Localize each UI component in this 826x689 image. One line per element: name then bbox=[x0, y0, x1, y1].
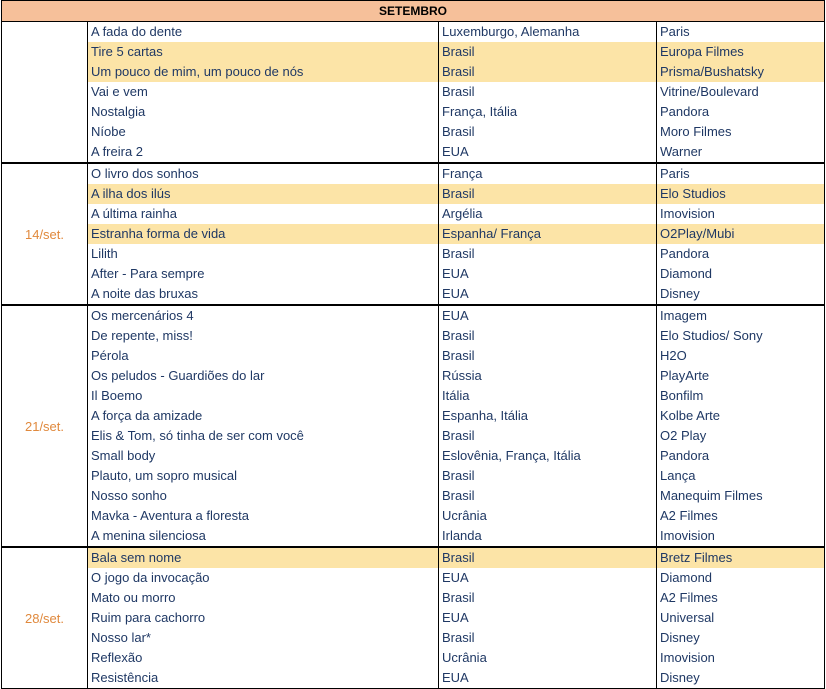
film-title-cell: Reflexão bbox=[88, 648, 439, 668]
distributor-cell: Imovision bbox=[660, 650, 715, 665]
table-row bbox=[88, 204, 824, 224]
country-cell: França, Itália bbox=[439, 102, 657, 122]
distributor-cell: H2O bbox=[660, 348, 687, 363]
film-title-cell: Os mercenários 4 bbox=[88, 306, 439, 326]
distributor-cell: O2 Play bbox=[660, 428, 707, 443]
film-title-cell: A ilha dos ilús bbox=[88, 184, 439, 204]
distributor-cell: Universal bbox=[660, 610, 715, 625]
film-title-cell: A menina silenciosa bbox=[88, 526, 439, 546]
distributor-cell: Imovision bbox=[660, 206, 715, 221]
country-cell: EUA bbox=[439, 568, 657, 588]
film-title-cell: Pérola bbox=[88, 346, 439, 366]
country-cell: Irlanda bbox=[439, 526, 657, 546]
week-group bbox=[1, 306, 825, 548]
distributor-cell: A2 Filmes bbox=[660, 590, 718, 605]
country-cell: Brasil bbox=[439, 122, 657, 142]
distributor-cell: Elo Studios bbox=[660, 186, 726, 201]
country-cell: França bbox=[439, 164, 657, 184]
country-cell: EUA bbox=[439, 142, 657, 162]
country-cell: Itália bbox=[439, 386, 657, 406]
country-cell: Espanha/ França bbox=[439, 224, 657, 244]
film-title-cell: Resistência bbox=[88, 668, 439, 688]
distributor-cell: Moro Filmes bbox=[660, 124, 732, 139]
film-title-cell: Plauto, um sopro musical bbox=[88, 466, 439, 486]
table-row bbox=[88, 42, 824, 62]
table-row bbox=[88, 668, 824, 688]
week-date: 14/set. bbox=[2, 164, 88, 304]
film-title-cell: Nosso lar* bbox=[88, 628, 439, 648]
table-row bbox=[88, 326, 824, 346]
table-row bbox=[88, 426, 824, 446]
film-title-cell: Um pouco de mim, um pouco de nós bbox=[88, 62, 439, 82]
country-cell: Brasil bbox=[439, 588, 657, 608]
film-title-cell: After - Para sempre bbox=[88, 264, 439, 284]
table-row bbox=[88, 306, 824, 326]
distributor-cell: Bretz Filmes bbox=[660, 550, 733, 565]
film-title-cell: Nostalgia bbox=[88, 102, 439, 122]
table-row bbox=[88, 244, 824, 264]
distributor-cell: Pandora bbox=[660, 246, 710, 261]
film-title-cell: Mavka - Aventura a floresta bbox=[88, 506, 439, 526]
week-rows bbox=[88, 306, 824, 546]
distributor-cell: Imovision bbox=[660, 528, 715, 543]
table-row bbox=[88, 284, 824, 304]
distributor-cell: Disney bbox=[660, 286, 700, 301]
distributor-cell: Diamond bbox=[660, 266, 713, 281]
table-row bbox=[88, 22, 824, 42]
table-row bbox=[88, 224, 824, 244]
country-cell: Brasil bbox=[439, 326, 657, 346]
distributor-cell: Prisma/Bushatsky bbox=[660, 64, 765, 79]
film-title-cell: Vai e vem bbox=[88, 82, 439, 102]
country-cell: Argélia bbox=[439, 204, 657, 224]
month-header: SETEMBRO bbox=[1, 0, 825, 22]
country-cell: EUA bbox=[439, 264, 657, 284]
country-cell: Ucrânia bbox=[439, 506, 657, 526]
week-rows bbox=[88, 22, 824, 162]
table-row bbox=[88, 548, 824, 568]
film-title-cell: Small body bbox=[88, 446, 439, 466]
table-row bbox=[88, 386, 824, 406]
week-date bbox=[2, 22, 88, 162]
country-cell: Brasil bbox=[439, 62, 657, 82]
table-row bbox=[88, 264, 824, 284]
country-cell: Brasil bbox=[439, 426, 657, 446]
table-row bbox=[88, 122, 824, 142]
distributor-cell: Pandora bbox=[660, 104, 710, 119]
country-cell: Brasil bbox=[439, 486, 657, 506]
film-title-cell: Níobe bbox=[88, 122, 439, 142]
film-title-cell: O jogo da invocação bbox=[88, 568, 439, 588]
distributor-cell: PlayArte bbox=[660, 368, 710, 383]
table-row bbox=[88, 164, 824, 184]
country-cell: Luxemburgo, Alemanha bbox=[439, 22, 657, 42]
distributor-cell: Pandora bbox=[660, 448, 710, 463]
country-cell: Rússia bbox=[439, 366, 657, 386]
week-date: 28/set. bbox=[2, 548, 88, 688]
film-title-cell: Nosso sonho bbox=[88, 486, 439, 506]
week-date: 21/set. bbox=[2, 306, 88, 546]
distributor-cell: Kolbe Arte bbox=[660, 408, 720, 423]
film-title-cell: Tire 5 cartas bbox=[88, 42, 439, 62]
distributor-cell: Manequim Filmes bbox=[660, 488, 763, 503]
table-row bbox=[88, 184, 824, 204]
film-title-cell: A freira 2 bbox=[88, 142, 439, 162]
country-cell: Brasil bbox=[439, 466, 657, 486]
week-group bbox=[1, 164, 825, 306]
country-cell: Brasil bbox=[439, 184, 657, 204]
country-cell: Brasil bbox=[439, 42, 657, 62]
distributor-cell: O2Play/Mubi bbox=[660, 226, 735, 241]
distributor-cell: Elo Studios/ Sony bbox=[660, 328, 763, 343]
distributor-cell: A2 Filmes bbox=[660, 508, 718, 523]
table-row bbox=[88, 446, 824, 466]
table-row bbox=[88, 102, 824, 122]
film-title-cell: Il Boemo bbox=[88, 386, 439, 406]
country-cell: EUA bbox=[439, 306, 657, 326]
distributor-cell: Diamond bbox=[660, 570, 713, 585]
distributor-cell: Imagem bbox=[660, 308, 707, 323]
distributor-cell: Lança bbox=[660, 468, 696, 483]
table-row bbox=[88, 608, 824, 628]
table-row bbox=[88, 648, 824, 668]
country-cell: Brasil bbox=[439, 346, 657, 366]
country-cell: EUA bbox=[439, 608, 657, 628]
country-cell: Brasil bbox=[439, 548, 657, 568]
country-cell: Brasil bbox=[439, 244, 657, 264]
week-group bbox=[1, 22, 825, 164]
film-title-cell: A fada do dente bbox=[88, 22, 439, 42]
film-title-cell: Os peludos - Guardiões do lar bbox=[88, 366, 439, 386]
country-cell: Ucrânia bbox=[439, 648, 657, 668]
distributor-cell: Paris bbox=[660, 166, 690, 181]
film-title-cell: Estranha forma de vida bbox=[88, 224, 439, 244]
distributor-cell: Disney bbox=[660, 630, 700, 645]
film-title-cell: A força da amizade bbox=[88, 406, 439, 426]
country-cell: Eslovênia, França, Itália bbox=[439, 446, 657, 466]
film-title-cell: Elis & Tom, só tinha de ser com você bbox=[88, 426, 439, 446]
film-title-cell: O livro dos sonhos bbox=[88, 164, 439, 184]
table-row bbox=[88, 346, 824, 366]
distributor-cell: Paris bbox=[660, 24, 690, 39]
table-row bbox=[88, 506, 824, 526]
week-rows bbox=[88, 164, 824, 304]
film-title-cell: Mato ou morro bbox=[88, 588, 439, 608]
country-cell: Brasil bbox=[439, 82, 657, 102]
country-cell: EUA bbox=[439, 668, 657, 688]
release-schedule-table bbox=[1, 0, 825, 689]
distributor-cell: Europa Filmes bbox=[660, 44, 744, 59]
table-row bbox=[88, 406, 824, 426]
week-group bbox=[1, 548, 825, 689]
table-row bbox=[88, 62, 824, 82]
table-row bbox=[88, 526, 824, 546]
film-title-cell: A noite das bruxas bbox=[88, 284, 439, 304]
table-row bbox=[88, 82, 824, 102]
table-row bbox=[88, 466, 824, 486]
film-title-cell: Lilith bbox=[88, 244, 439, 264]
distributor-cell: Bonfilm bbox=[660, 388, 704, 403]
country-cell: EUA bbox=[439, 284, 657, 304]
film-title-cell: Ruim para cachorro bbox=[88, 608, 439, 628]
film-title-cell: A última rainha bbox=[88, 204, 439, 224]
table-row bbox=[88, 486, 824, 506]
table-row bbox=[88, 366, 824, 386]
distributor-cell: Disney bbox=[660, 670, 700, 685]
table-row bbox=[88, 588, 824, 608]
country-cell: Espanha, Itália bbox=[439, 406, 657, 426]
film-title-cell: De repente, miss! bbox=[88, 326, 439, 346]
distributor-cell: Warner bbox=[660, 144, 703, 159]
release-groups bbox=[1, 22, 825, 689]
week-rows bbox=[88, 548, 824, 688]
table-row bbox=[88, 142, 824, 162]
distributor-cell: Vitrine/Boulevard bbox=[660, 84, 759, 99]
table-row bbox=[88, 568, 824, 588]
table-row bbox=[88, 628, 824, 648]
film-title-cell: Bala sem nome bbox=[88, 548, 439, 568]
country-cell: Brasil bbox=[439, 628, 657, 648]
